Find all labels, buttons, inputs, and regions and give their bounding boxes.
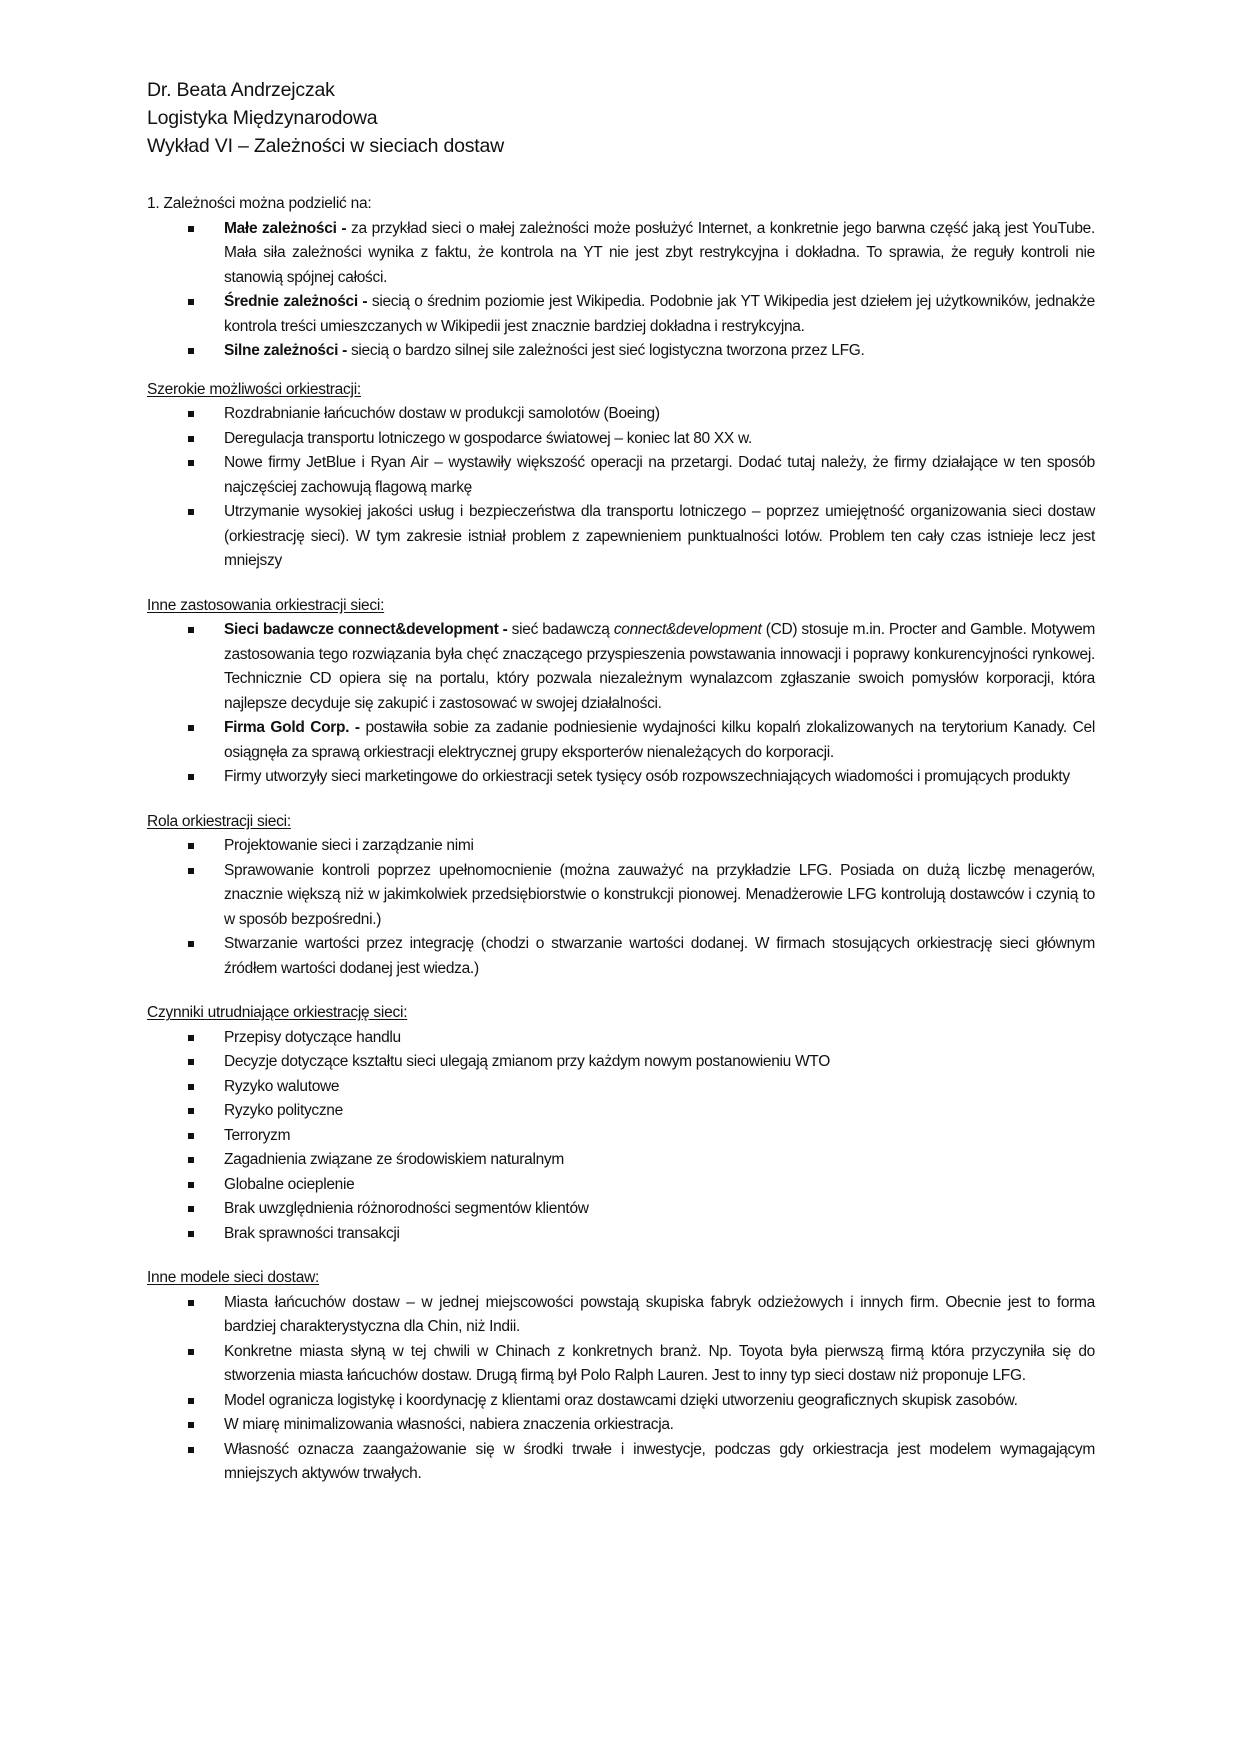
bullet-square-icon [188, 1084, 194, 1090]
list-item [147, 765, 1095, 790]
item-text: Utrzymanie wysokiej jakości usług i bezpieczeństwa dla transportu lotniczego – poprzez umiejętność organizowania sieci dostaw (orkiestrację sieci). W tym zakresie istniał problem z zapewnieniem punktualności lotów. Problem ten cały czas istnieje lecz jest mniejszy [224, 503, 1095, 569]
item-lead: Firma Gold Corp. - [224, 719, 360, 736]
bullet-square-icon [188, 348, 194, 354]
bullet-square-icon [188, 1447, 194, 1453]
intro-title: 1. Zależności można podzielić na: [147, 195, 372, 212]
item-emphasis: connect&development [613, 621, 762, 638]
bullet-square-icon [188, 1422, 194, 1428]
bullet-square-icon [188, 725, 194, 731]
list-item [147, 1291, 1095, 1340]
item-lead: Silne zależności - [224, 342, 347, 359]
item-text: Przepisy dotyczące handlu [224, 1028, 401, 1046]
section-orchestration-role [147, 810, 1095, 982]
section-list [147, 1026, 1095, 1247]
intro-list [147, 217, 1095, 364]
item-text: Ryzyko polityczne [224, 1102, 343, 1119]
bullet-square-icon [188, 1231, 194, 1237]
bullet-square-icon [188, 1206, 194, 1212]
document-header [147, 76, 1095, 160]
bullet-square-icon [188, 1108, 194, 1114]
item-text: Globalne ocieplenie [224, 1175, 355, 1193]
item-text: Brak sprawności transakcji [224, 1224, 400, 1242]
list-item [147, 339, 1095, 364]
section-orchestration-obstacles [147, 1001, 1095, 1246]
bullet-square-icon [188, 627, 194, 633]
item-text: Zagadnienia związane ze środowiskiem naturalnym [224, 1151, 564, 1168]
bullet-square-icon [188, 1349, 194, 1355]
item-text: W miarę minimalizowania własności, nabiera znaczenia orkiestracja. [224, 1416, 674, 1433]
item-text: Firmy utworzyły sieci marketingowe do orkiestracji setek tysięcy osób rozpowszechniających wiadomości i promujących produkty [224, 768, 1070, 785]
bullet-square-icon [188, 436, 194, 442]
list-item [147, 1075, 1095, 1100]
section-heading: Rola orkiestracji sieci: [147, 812, 291, 830]
bullet-square-icon [188, 941, 194, 947]
list-item [147, 500, 1095, 574]
bullet-square-icon [188, 460, 194, 466]
list-item [147, 932, 1095, 981]
list-item [147, 1389, 1095, 1414]
list-item [147, 1148, 1095, 1173]
bullet-square-icon [188, 1300, 194, 1306]
bullet-square-icon [188, 299, 194, 305]
bullet-square-icon [188, 1398, 194, 1404]
section-list [147, 402, 1095, 574]
item-text: Własność oznacza zaangażowanie się w środki trwałe i inwestycje, podczas gdy orkiestracja jest modelem wymagającym mniejszych aktywów trwałych. [224, 1440, 1095, 1482]
bullet-square-icon [188, 1059, 194, 1065]
item-lead: Średnie zależności - [224, 293, 368, 310]
list-item [147, 834, 1095, 859]
bullet-square-icon [188, 226, 194, 232]
item-text: Rozdrabnianie łańcuchów dostaw w produkcji samolotów (Boeing) [224, 405, 660, 422]
item-text: Brak uwzględnienia różnorodności segmentów klientów [224, 1200, 589, 1217]
list-item [147, 1124, 1095, 1149]
item-text: sieć badawczą [507, 621, 614, 638]
author-name: Dr. Beata Andrzejczak [147, 79, 335, 101]
list-item [147, 1438, 1095, 1487]
item-text: Ryzyko walutowe [224, 1077, 340, 1095]
item-text: Sprawowanie kontroli poprzez upełnomocnienie (można zauważyć na przykładzie LFG. Posiada on dużą liczbę menagerów, znacznie większą niż w jakimkolwiek przedsiębiorstwie o konstrukcji pionowej. Menadżerowie LFG kontrolują dostawców i czynią to w sposób bezpośredni.) [224, 861, 1095, 928]
section-other-supply-models [147, 1266, 1095, 1487]
bullet-square-icon [188, 774, 194, 780]
section-other-applications [147, 594, 1095, 790]
list-item [147, 618, 1095, 716]
list-item [147, 1222, 1095, 1247]
list-item [147, 859, 1095, 933]
list-item [147, 1340, 1095, 1389]
item-text: za przykład sieci o małej zależności może posłużyć Internet, a konkretnie jego barwna część jaką jest YouTube. Mała siła zależności wynika z faktu, że kontrola na YT nie jest zbyt restrykcyjna i dokładna. To sprawia, że reguły kontroli nie stanowią spójnej całości. [224, 219, 1095, 286]
bullet-square-icon [188, 843, 194, 849]
list-item [147, 217, 1095, 291]
list-item [147, 1173, 1095, 1198]
section-list [147, 834, 1095, 981]
item-text: Terroryzm [224, 1126, 291, 1144]
section-list [147, 618, 1095, 790]
list-item [147, 451, 1095, 500]
item-text: Projektowanie sieci i zarządzanie nimi [224, 837, 474, 854]
lecture-title: Wykład VI – Zależności w sieciach dostaw [147, 135, 505, 157]
item-text: Deregulacja transportu lotniczego w gospodarce światowej – koniec lat 80 XX w. [224, 429, 753, 447]
item-text: Decyzje dotyczące kształtu sieci ulegają zmianom przy każdym nowym postanowieniu WTO [224, 1053, 830, 1070]
item-text: siecią o bardzo silnej sile zależności jest sieć logistyczna tworzona przez LFG. [346, 342, 865, 359]
list-item [147, 1413, 1095, 1438]
item-text: Miasta łańcuchów dostaw – w jednej miejscowości powstają skupiska fabryk odzieżowych i innych firm. Obecnie jest to forma bardziej charakterystyczna dla Chin, niż Indii. [224, 1293, 1095, 1335]
bullet-square-icon [188, 1133, 194, 1139]
bullet-square-icon [188, 509, 194, 515]
item-text: postawiła sobie za zadanie podniesienie wydajności kilku kopalń zlokalizowanych na terytorium Kanady. Cel osiągnęła za sprawą orkiestracji elektrycznej grupy eksporterów nienależących do korporacji. [224, 719, 1095, 761]
bullet-square-icon [188, 868, 194, 874]
section-heading: Inne zastosowania orkiestracji sieci: [147, 596, 385, 614]
section-heading: Szerokie możliwości orkiestracji: [147, 380, 361, 398]
item-text: siecią o średnim poziomie jest Wikipedia. Podobnie jak YT Wikipedia jest dziełem jej użytkowników, jednakże kontrola treści umieszczanych w Wikipedii jest znacznie bardziej dokładna i restrykcyjna. [224, 293, 1095, 335]
list-item [147, 1026, 1095, 1051]
item-text: Stwarzanie wartości przez integrację (chodzi o stwarzanie wartości dodanej. W firmach stosujących orkiestrację sieci głównym źródłem wartości dodanej jest wiedza.) [224, 935, 1095, 977]
section-heading: Inne modele sieci dostaw: [147, 1269, 320, 1286]
list-item [147, 1050, 1095, 1075]
item-text: Model ogranicza logistykę i koordynację z klientami oraz dostawcami dzięki utworzeniu geograficznych skupisk zasobów. [224, 1391, 1018, 1409]
intro-section [147, 192, 1095, 364]
bullet-square-icon [188, 1035, 194, 1041]
section-orchestration-opportunities [147, 378, 1095, 574]
item-text: (CD) stosuje m.in. Procter and Gamble. Motywem zastosowania tego rozwiązania była chęć znaczącego przyspieszenia powstawania innowacji i poprawy konkurencyjności rynkowej. Technicznie CD opiera się na portalu, który pozwala niezależnym wynalazcom zgłaszanie swoich pomysłów korporacji, która najlepsze decyduje się zakupić i zastosować w swojej działalności. [224, 621, 1095, 712]
list-item [147, 716, 1095, 765]
list-item [147, 1099, 1095, 1124]
section-heading: Czynniki utrudniające orkiestrację sieci: [147, 1004, 408, 1021]
bullet-square-icon [188, 411, 194, 417]
item-lead: Małe zależności - [224, 219, 347, 237]
item-lead: Sieci badawcze connect&development - [224, 621, 508, 638]
list-item [147, 402, 1095, 427]
list-item [147, 290, 1095, 339]
course-title: Logistyka Międzynarodowa [147, 107, 378, 129]
item-text: Nowe firmy JetBlue i Ryan Air – wystawiły większość operacji na przetargi. Dodać tutaj należy, że firmy działające w ten sposób najczęściej zachowują flagową markę [224, 454, 1095, 496]
bullet-square-icon [188, 1182, 194, 1188]
section-list [147, 1291, 1095, 1487]
list-item [147, 1197, 1095, 1222]
list-item [147, 427, 1095, 452]
item-text: Konkretne miasta słyną w tej chwili w Chinach z konkretnych branż. Np. Toyota była pierwszą firmą która przyczyniła się do stworzenia miasta łańcuchów dostaw. Drugą firmą był Polo Ralph Lauren. Jest to inny typ sieci dostaw niż proponuje LFG. [224, 1342, 1095, 1384]
bullet-square-icon [188, 1157, 194, 1163]
